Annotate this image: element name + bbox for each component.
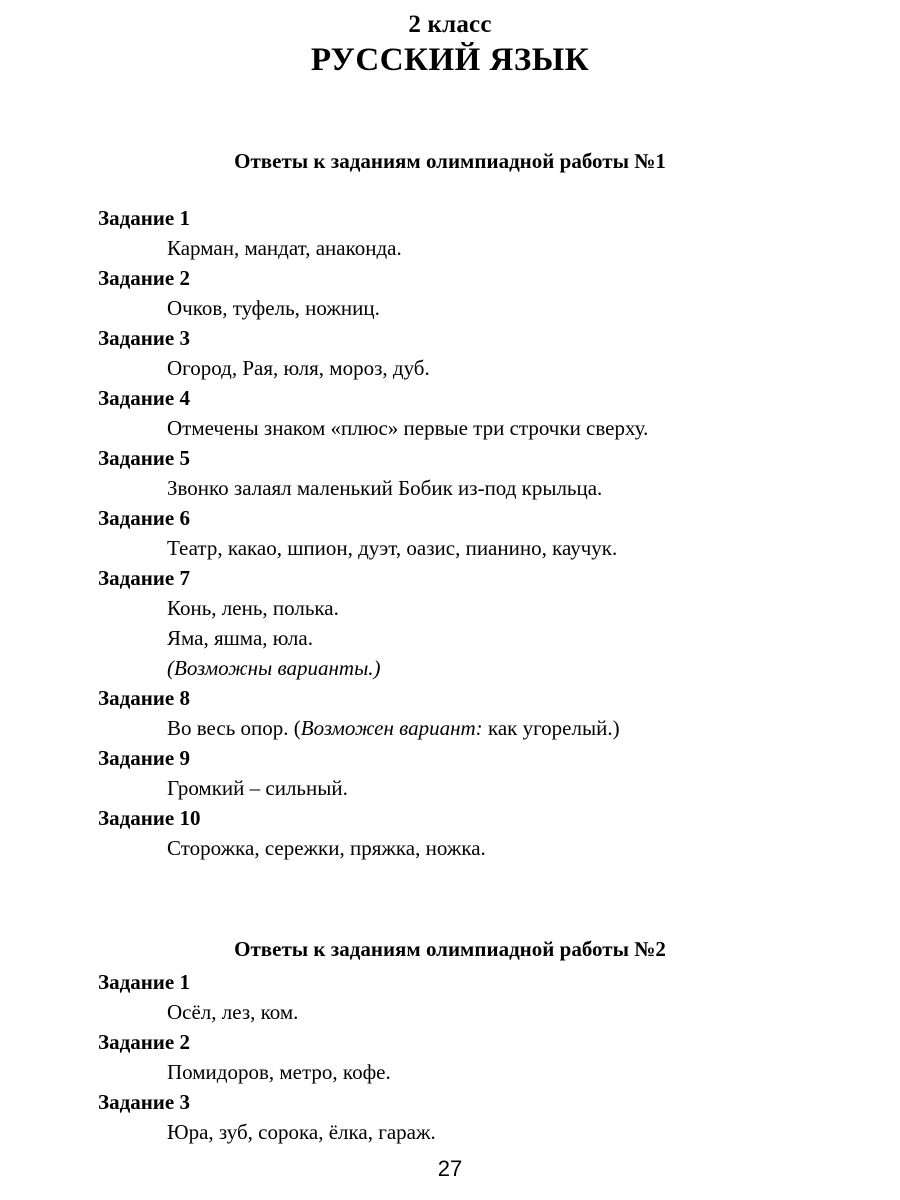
task-answer-line [0,713,900,743]
section-heading: Ответы к заданиям олимпиадной работы №1 [234,149,666,173]
task-answer-line: Юра, зуб, сорока, ёлка, гараж. [167,1120,436,1144]
task-block [0,203,900,263]
task-block [0,683,900,743]
page-number: 27 [437,1156,463,1181]
task-answer-line: Сторожка, сережки, пряжка, ножка. [167,836,486,860]
answer-text-run: как угорелый.) [482,716,620,740]
subject-title: РУССКИЙ ЯЗЫК [310,42,590,78]
task-answer-line: Конь, лень, полька. [167,596,339,620]
task-answer-line: Осёл, лез, ком. [167,1000,299,1024]
section-heading: Ответы к заданиям олимпиадной работы №2 [234,937,666,961]
task-label: Задание 5 [98,446,190,470]
task-label: Задание 6 [98,506,190,530]
task-block [0,503,900,563]
task-answer-line: Огород, Рая, юля, мороз, дуб. [167,356,430,380]
task-label: Задание 2 [98,266,190,290]
document-header [0,0,900,80]
task-answer-line: Очков, туфель, ножниц. [167,296,380,320]
task-block [0,563,900,683]
task-list [0,203,900,863]
task-block [0,263,900,323]
task-answer-line: Яма, яшма, юла. [167,626,313,650]
task-answer-line: Громкий – сильный. [167,776,348,800]
task-answer-line: Звонко залаял маленький Бобик из-под крыльца. [167,476,603,500]
answers-section-2 [0,935,900,1147]
task-block [0,967,900,1027]
task-answer-line: Помидоров, метро, кофе. [167,1060,391,1084]
answer-text-run: Во весь опор. ( [167,716,301,740]
task-label: Задание 10 [98,806,201,830]
task-block [0,1027,900,1087]
answers-section-1 [0,147,900,863]
task-label: Задание 8 [98,686,190,710]
answer-italic-run: Возможен вариант: [300,716,483,740]
task-block [0,803,900,863]
task-answer-line: Карман, мандат, анаконда. [167,236,402,260]
task-label: Задание 3 [98,1090,190,1114]
task-answer-line: Отмечены знаком «плюс» первые три строчки сверху. [167,416,649,440]
grade-title: 2 класс [408,11,492,38]
task-answer-line: (Возможны варианты.) [167,656,381,680]
task-block [0,743,900,803]
task-block [0,1087,900,1147]
task-list [0,967,900,1147]
task-block [0,383,900,443]
task-block [0,443,900,503]
task-label: Задание 4 [98,386,190,410]
task-label: Задание 1 [98,206,190,230]
task-answer-line: Театр, какао, шпион, дуэт, оазис, пианино, каучук. [167,536,618,560]
task-label: Задание 2 [98,1030,190,1054]
task-label: Задание 1 [98,970,190,994]
task-label: Задание 3 [98,326,190,350]
task-block [0,323,900,383]
task-label: Задание 7 [98,566,190,590]
task-label: Задание 9 [98,746,190,770]
